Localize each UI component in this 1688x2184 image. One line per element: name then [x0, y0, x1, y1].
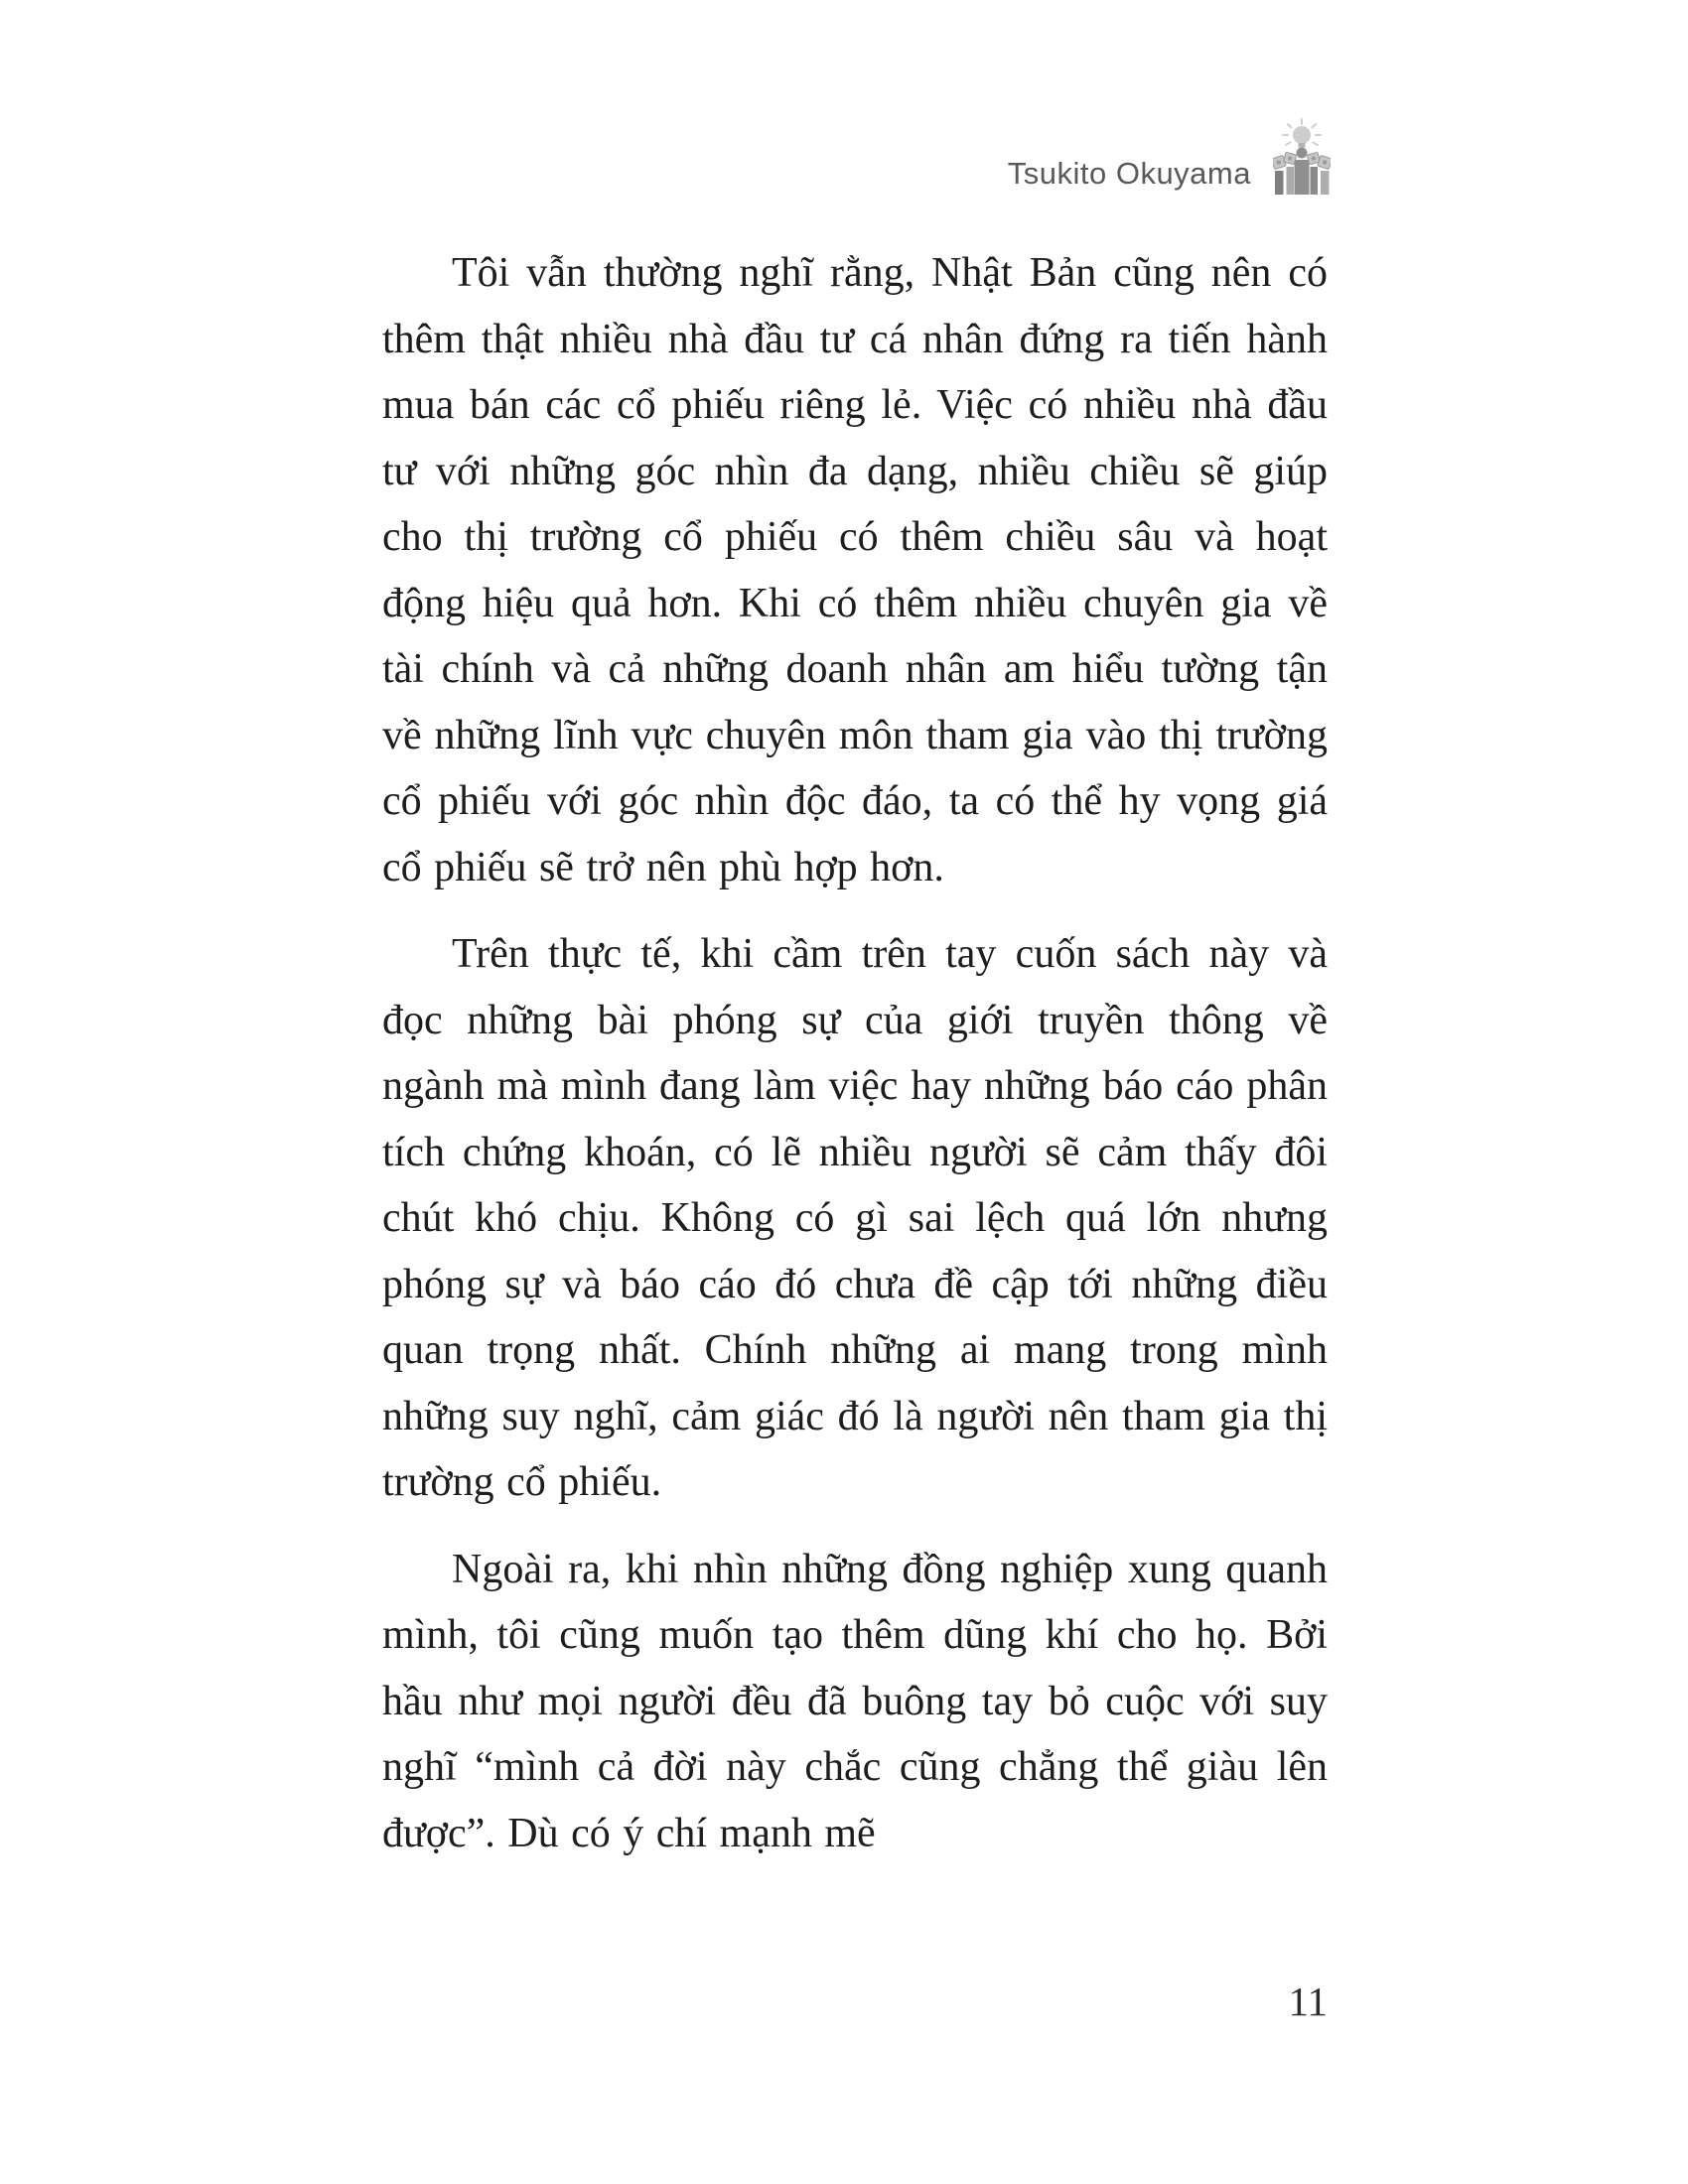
- paragraph-2: Trên thực tế, khi cầm trên tay cuốn sách này và đọc những bài phóng sự của giới truyền thông về ngành mà mình đang làm việc hay những báo cáo phân tích chứng khoán, có lẽ nhiều người sẽ cảm thấy đôi chút khó chịu. Không có gì sai lệch quá lớn nhưng phóng sự và báo cáo đó chưa đề cập tới những điều quan trọng nhất. Chính những ai mang trong mình những suy nghĩ, cảm giác đó là người nên tham gia thị trường cổ phiếu.: [382, 931, 1328, 1505]
- body-text: [382, 240, 1328, 1887]
- paragraph-1: Tôi vẫn thường nghĩ rằng, Nhật Bản cũng nên có thêm thật nhiều nhà đầu tư cá nhân đứng ra tiến hành mua bán các cổ phiếu riêng lẻ. Việc có nhiều nhà đầu tư với những góc nhìn đa dạng, nhiều chiều sẽ giúp cho thị trường cổ phiếu có thêm chiều sâu và hoạt động hiệu quả hơn. Khi có thêm nhiều chuyên gia về tài chính và cả những doanh nhân am hiểu tường tận về những lĩnh vực chuyên môn tham gia vào thị trường cổ phiếu với góc nhìn độc đáo, ta có thể hy vọng giá cổ phiếu sẽ trở nên phù hợp hơn.: [382, 250, 1328, 890]
- author-name: Tsukito Okuyama: [1007, 156, 1251, 191]
- paragraph-3: Ngoài ra, khi nhìn những đồng nghiệp xung quanh mình, tôi cũng muốn tạo thêm dũng khí cho họ. Bởi hầu như mọi người đều đã buông tay bỏ cuộc với suy nghĩ “mình cả đời này chắc cũng chẳng thể giàu lên được”. Dù có ý chí mạnh mẽ: [382, 1546, 1328, 1856]
- page-header: [1008, 117, 1331, 195]
- page-number: 11: [1288, 1979, 1328, 2024]
- crowd-raising-hands-lightbulb-icon: [1273, 117, 1331, 195]
